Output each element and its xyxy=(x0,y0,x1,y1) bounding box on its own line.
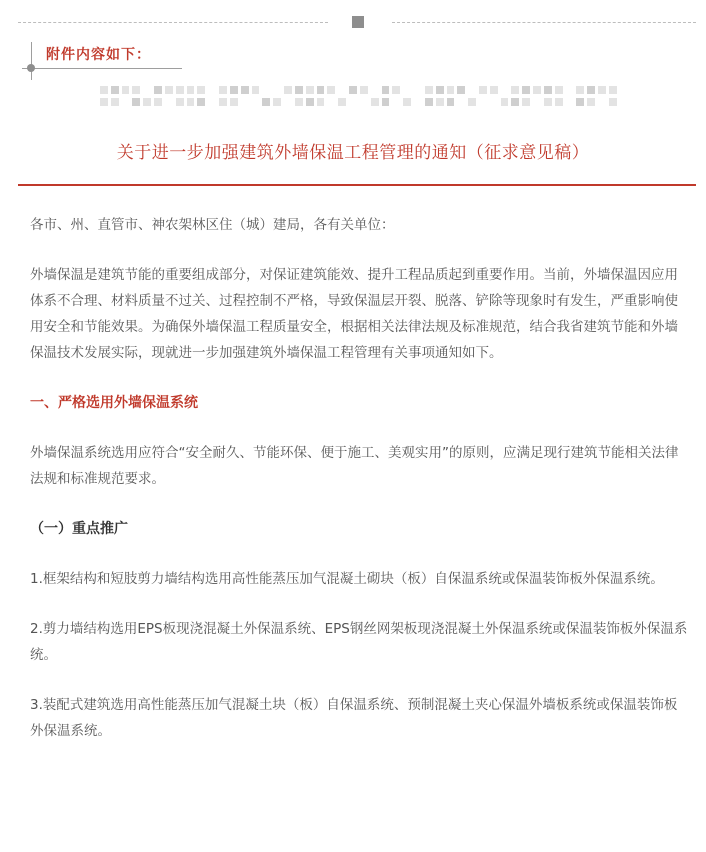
crosshair-dot-icon xyxy=(27,64,35,72)
mosaic-cell xyxy=(533,98,541,106)
mosaic-cell xyxy=(479,98,487,106)
mosaic-cell xyxy=(522,98,530,106)
mosaic-cell xyxy=(197,98,205,106)
mosaic-cell xyxy=(598,98,606,106)
mosaic-cell xyxy=(208,86,216,94)
mosaic-cell xyxy=(392,86,400,94)
mosaic-cell xyxy=(219,86,227,94)
mosaic-cell xyxy=(425,98,433,106)
mosaic-cell xyxy=(273,98,281,106)
mosaic-cell xyxy=(327,86,335,94)
mosaic-cell xyxy=(349,86,357,94)
mosaic-cell xyxy=(100,98,108,106)
mosaic-cell xyxy=(111,86,119,94)
mosaic-cell xyxy=(317,86,325,94)
mosaic-cell xyxy=(295,98,303,106)
list-item: 1.框架结构和短肢剪力墙结构选用高性能蒸压加气混凝土砌块（板）自保温系统或保温装饰板外保温系统。 xyxy=(30,571,664,587)
mosaic-cell xyxy=(143,86,151,94)
mosaic-cell xyxy=(165,98,173,106)
mosaic-cell xyxy=(187,86,195,94)
mosaic-cell xyxy=(154,86,162,94)
mosaic-cell xyxy=(511,98,519,106)
mosaic-cell xyxy=(609,98,617,106)
mosaic-cell xyxy=(447,86,455,94)
mosaic-cell xyxy=(132,98,140,106)
dashed-divider-left xyxy=(18,22,328,23)
subsection-heading: （一）重点推广 xyxy=(30,521,128,537)
title-divider xyxy=(18,184,696,186)
mosaic-cell xyxy=(490,98,498,106)
mosaic-cell xyxy=(306,98,314,106)
mosaic-cell xyxy=(252,86,260,94)
mosaic-cell xyxy=(284,86,292,94)
mosaic-cell xyxy=(587,86,595,94)
mosaic-cell xyxy=(241,98,249,106)
mosaic-cell xyxy=(403,86,411,94)
mosaic-cell xyxy=(371,86,379,94)
mosaic-cell xyxy=(197,86,205,94)
mosaic-cell xyxy=(425,86,433,94)
mosaic-cell xyxy=(598,86,606,94)
mosaic-cell xyxy=(230,86,238,94)
mosaic-cell xyxy=(533,86,541,94)
mosaic-cell xyxy=(501,98,509,106)
list-item: 2.剪力墙结构选用EPS板现浇混凝土外保温系统、EPS钢丝网架板现浇混凝土外保温系统或保温装饰板外保温系统。 xyxy=(30,621,688,663)
mosaic-cell xyxy=(566,86,574,94)
mosaic-cell xyxy=(295,86,303,94)
mosaic-cell xyxy=(555,86,563,94)
mosaic-cell xyxy=(154,98,162,106)
mosaic-cell xyxy=(273,86,281,94)
mosaic-cell xyxy=(511,86,519,94)
attachment-label: 附件内容如下： xyxy=(46,47,151,63)
mosaic-cell xyxy=(349,98,357,106)
mosaic-cell xyxy=(100,86,108,94)
mosaic-cell xyxy=(468,98,476,106)
square-ornament-icon xyxy=(352,16,364,28)
document-body xyxy=(30,212,690,768)
mosaic-cell xyxy=(544,98,552,106)
mosaic-cell xyxy=(132,86,140,94)
mosaic-cell xyxy=(414,98,422,106)
salutation: 各市、州、直管市、神农架林区住（城）建局，各有关单位： xyxy=(30,217,395,233)
mosaic-cell xyxy=(338,86,346,94)
mosaic-cell xyxy=(306,86,314,94)
mosaic-cell xyxy=(479,86,487,94)
mosaic-cell xyxy=(447,98,455,106)
mosaic-cell xyxy=(122,98,130,106)
crosshair-horizontal-line xyxy=(22,68,182,69)
mosaic-cell xyxy=(284,98,292,106)
mosaic-cell xyxy=(544,86,552,94)
mosaic-cell xyxy=(555,98,563,106)
mosaic-cell xyxy=(576,98,584,106)
mosaic-cell xyxy=(576,86,584,94)
mosaic-cell xyxy=(208,98,216,106)
dashed-divider-right xyxy=(392,22,696,23)
mosaic-cell xyxy=(187,98,195,106)
mosaic-cell xyxy=(468,86,476,94)
list-item: 3.装配式建筑选用高性能蒸压加气混凝土块（板）自保温系统、预制混凝土夹心保温外墙板系统或保温装饰板外保温系统。 xyxy=(30,697,678,739)
mosaic-cell xyxy=(457,98,465,106)
mosaic-cell xyxy=(403,98,411,106)
mosaic-cell xyxy=(241,86,249,94)
mosaic-cell xyxy=(176,86,184,94)
mosaic-cell xyxy=(338,98,346,106)
mosaic-cell xyxy=(317,98,325,106)
mosaic-cell xyxy=(566,98,574,106)
mosaic-cell xyxy=(327,98,335,106)
attachment-header xyxy=(22,38,182,84)
document-title: 关于进一步加强建筑外墙保温工程管理的通知（征求意见稿） xyxy=(116,143,590,163)
mosaic-cell xyxy=(490,86,498,94)
mosaic-cell xyxy=(436,86,444,94)
top-decoration xyxy=(0,0,706,40)
mosaic-cell xyxy=(382,86,390,94)
crosshair-vertical-line xyxy=(31,42,32,80)
mosaic-cell xyxy=(457,86,465,94)
mosaic-cell xyxy=(522,86,530,94)
mosaic-cell xyxy=(262,98,270,106)
intro-paragraph: 外墙保温是建筑节能的重要组成部分，对保证建筑能效、提升工程品质起到重要作用。当前，外墙保温因应用体系不合理、材料质量不过关、过程控制不严格，导致保温层开裂、脱落、铲除等现象时有发生，严重影响使用安全和节能效果。为确保外墙保温工程质量安全，根据相关法律法规及标准规范，结合我省建筑节能和外墙保温技术发展实际，现就进一步加强建筑外墙保温工程管理有关事项通知如下。 xyxy=(30,267,678,361)
mosaic-cell xyxy=(587,98,595,106)
mosaic-cell xyxy=(230,98,238,106)
redacted-mosaic xyxy=(100,84,620,108)
mosaic-cell xyxy=(501,86,509,94)
mosaic-cell xyxy=(392,98,400,106)
mosaic-cell xyxy=(262,86,270,94)
mosaic-cell xyxy=(176,98,184,106)
mosaic-cell xyxy=(219,98,227,106)
mosaic-cell xyxy=(165,86,173,94)
mosaic-cell xyxy=(414,86,422,94)
mosaic-cell xyxy=(143,98,151,106)
section-paragraph: 外墙保温系统选用应符合“安全耐久、节能环保、便于施工、美观实用”的原则，应满足现行建筑节能相关法律法规和标准规范要求。 xyxy=(30,445,679,487)
mosaic-cell xyxy=(436,98,444,106)
mosaic-cell xyxy=(252,98,260,106)
mosaic-cell xyxy=(382,98,390,106)
section-heading: 一、严格选用外墙保温系统 xyxy=(30,395,198,411)
mosaic-cell xyxy=(360,86,368,94)
mosaic-cell xyxy=(111,98,119,106)
mosaic-cell xyxy=(609,86,617,94)
mosaic-cell xyxy=(371,98,379,106)
mosaic-cell xyxy=(360,98,368,106)
mosaic-cell xyxy=(122,86,130,94)
